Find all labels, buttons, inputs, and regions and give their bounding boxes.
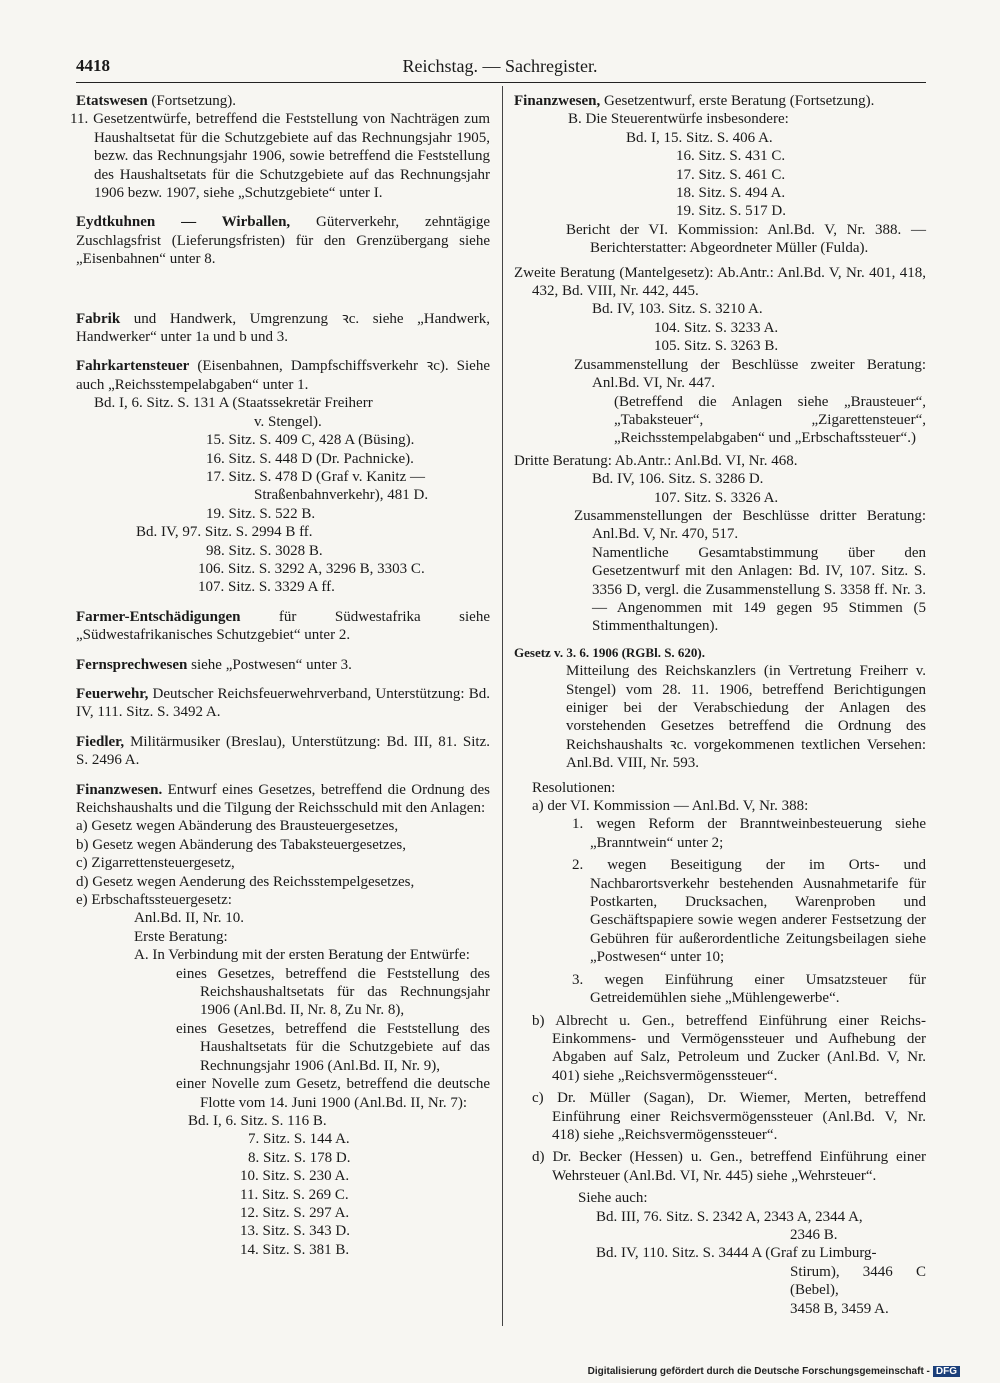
ref-line: Bd. I, 15. Sitz. S. 406 A. [626, 129, 773, 146]
ref-line: 14. Sitz. S. 381 B. [240, 1241, 350, 1258]
ref-line: 17. Sitz. S. 478 D (Graf v. Kanitz — [206, 468, 425, 485]
running-head: Reichstag. — Sachregister. [402, 56, 598, 76]
ref-line: v. Stengel). [254, 413, 322, 430]
ref-line: 8. Sitz. S. 178 D. [248, 1149, 351, 1166]
section-a-sub2: eines Gesetzes, betreffend die Feststellung des Haushaltsetats für die Schutzgebiete auf das Rechnungsjahr 1906 (Anl.Bd. II, Nr. 9), [176, 1020, 490, 1074]
ref-line: Bd. I, 6. Sitz. S. 116 B. [188, 1112, 327, 1129]
zusammenstellung-zweite: Zusammenstellung der Beschlüsse zweiter Beratung: Anl.Bd. VI, Nr. 447. [574, 356, 926, 392]
ref-line: Bd. IV, 110. Sitz. S. 3444 A (Graf zu Limburg- [596, 1245, 877, 1262]
ref-line: 104. Sitz. S. 3233 A. [654, 319, 779, 336]
entry-eydtkuhnen: Eydtkuhnen — Wirballen, Güterverkehr, zehntägige Zuschlagsfrist (Lieferungsfristen) für den Grenzübergang siehe „Eisenbahnen“ unter 8. [76, 214, 490, 268]
entry-finanzwesen-cont: Finanzwesen, Gesetzentwurf, erste Beratung (Fortsetzung). [514, 93, 875, 109]
namentliche-abstimmung: Namentliche Gesamtabstimmung über den Gesetzentwurf mit den Anlagen: Bd. IV, 107. Sitz. S. 3356 D, vergl. die Zusammenstellung S. 3358 ff. Nr. 3. — Angenommen mit 149 gegen 95 Stimmen (5 Stimmenthaltungen). [592, 544, 926, 635]
header-rule [76, 82, 926, 83]
section-a-sub3: einer Novelle zum Gesetz, betreffend die deutsche Flotte vom 14. Juni 1900 (Anl.Bd. II, Nr. 7): [176, 1076, 490, 1111]
zweite-beratung: Zweite Beratung (Mantelgesetz): Ab.Antr.: Anl.Bd. V, Nr. 401, 418, 432, Bd. VIII, Nr. 442, 445. [514, 264, 926, 300]
siehe-auch: Siehe auch: [578, 1190, 648, 1207]
finanz-item: e) Erbschaftssteuergesetz: [76, 892, 232, 909]
ref-line: Straßenbahnverkehr), 481 D. [254, 487, 429, 504]
finanz-item: d) Gesetz wegen Aenderung des Reichsstempelgesetzes, [76, 873, 415, 890]
gesetz-heading: Gesetz v. 3. 6. 1906 (RGBl. S. 620). [514, 644, 706, 660]
zusammenstellung-dritte: Zusammenstellungen der Beschlüsse dritter Beratung: Anl.Bd. V, Nr. 470, 517. [574, 507, 926, 543]
finanz-item: a) Gesetz wegen Abänderung des Brausteuergesetzes, [76, 818, 399, 835]
left-column [70, 92, 490, 1259]
ref-line: 105. Sitz. S. 3263 B. [654, 338, 779, 355]
entry-feuerwehr: Feuerwehr, Deutscher Reichsfeuerwehrverband, Unterstützung: Bd. IV, 111. Sitz. S. 3492 A. [76, 685, 490, 721]
section-a: A. In Verbindung mit der ersten Beratung der Entwürfe: [134, 947, 470, 964]
ref-line: 106. Sitz. S. 3292 A, 3296 B, 3303 C. [198, 560, 425, 577]
entry-farmer: Farmer-Entschädigungen für Südwestafrika siehe „Südwestafrikanisches Schutzgebiet“ unter 2. [76, 608, 490, 644]
ref-line: Bd. IV, 97. Sitz. S. 2994 B ff. [136, 524, 313, 541]
finanz-item: b) Gesetz wegen Abänderung des Tabaksteuergesetzes, [76, 836, 406, 853]
entry-finanzwesen: Finanzwesen. Entwurf eines Gesetzes, betreffend die Ordnung des Reichshaushalts und die Tilgung der Reichsschuld mit den Anlagen: [76, 781, 490, 816]
entry-etatswesen: Etatswesen (Fortsetzung). [76, 93, 236, 109]
ref-line: Bd. IV, 106. Sitz. S. 3286 D. [592, 471, 764, 488]
ref-line: 17. Sitz. S. 461 C. [676, 166, 786, 183]
ref-line: 107. Sitz. S. 3329 A ff. [198, 579, 335, 596]
fahrkarten-refs [76, 394, 490, 596]
finanz-item: c) Zigarrettensteuergesetz, [76, 855, 235, 872]
ref-line: 19. Sitz. S. 517 D. [676, 203, 787, 220]
ref-line: Bd. III, 76. Sitz. S. 2342 A, 2343 A, 2344 A, [596, 1208, 863, 1225]
ref-line: 2346 B. [790, 1226, 838, 1243]
ref-line: 10. Sitz. S. 230 A. [240, 1168, 350, 1185]
dritte-beratung: Dritte Beratung: Ab.Antr.: Anl.Bd. VI, Nr. 468. [514, 452, 798, 469]
ref-line: 7. Sitz. S. 144 A. [248, 1131, 350, 1148]
ref-line: 11. Sitz. S. 269 C. [240, 1186, 349, 1203]
page-number: 4418 [76, 56, 110, 75]
entry-fernsprechwesen: Fernsprechwesen siehe „Postwesen“ unter 3. [76, 656, 352, 673]
ref-line: 16. Sitz. S. 431 C. [676, 148, 786, 165]
resolutionen-heading: Resolutionen: [532, 779, 616, 796]
column-divider [502, 86, 503, 1326]
betreffend-anlagen: (Betreffend die Anlagen siehe „Brausteuer“, „Tabaksteuer“, „Zigarettensteuer“, „Reichsstempelabgaben“ und „Erbschaftssteuer“.) [614, 393, 926, 447]
etatswesen-item-11: 11. Gesetzentwürfe, betreffend die Feststellung von Nachträgen zum Haushaltsetat für die Schutzgebiete auf das Rechnungsjahr 1905, bezw. das Rechnungsjahr 1906, sowie betreffend die Feststellung des Haushaltsetats für die Schutzgebiete auf das Rechnungsjahr 1906 bezw. 1907, siehe „Schutzgebiete“ unter I. [70, 111, 490, 202]
bericht: Bericht der VI. Kommission: Anl.Bd. V, Nr. 388. — Berichterstatter: Abgeordneter Müller (Fulda). [566, 221, 926, 257]
entry-fabrik: Fabrik und Handwerk, Umgrenzung ꝛc. siehe „Handwerk, Handwerker“ unter 1a und b und 3. [76, 310, 490, 346]
right-column [514, 92, 926, 1318]
ref-line: Bd. I, 6. Sitz. S. 131 A (Staatssekretär Freiherr [94, 395, 373, 412]
anl-bd2: Anl.Bd. II, Nr. 10. [134, 910, 244, 927]
resolution-a: a) der VI. Kommission — Anl.Bd. V, Nr. 388: [532, 798, 809, 815]
ref-line: Stirum), 3446 C (Bebel), [790, 1263, 926, 1299]
ref-line: 3458 B, 3459 A. [790, 1300, 889, 1317]
resolution-d: d) Dr. Becker (Hessen) u. Gen., betreffend Einführung einer Wehrsteuer (Anl.Bd. VI, Nr. 445) siehe „Wehrsteuer“. [532, 1149, 926, 1184]
entry-fiedler: Fiedler, Militärmusiker (Breslau), Unterstützung: Bd. III, 81. Sitz. S. 2496 A. [76, 733, 490, 769]
footer-credit: Digitalisierung gefördert durch die Deutsche Forschungsgemeinschaft - DFG [588, 1366, 960, 1377]
erste-beratung: Erste Beratung: [134, 928, 228, 945]
mitteilung: Mitteilung des Reichskanzlers (in Vertretung Freiherr v. Stengel) vom 28. 11. 1906, betreffend Berichtigungen einiger bei der Verabschiedung der Anlagen des vorstehenden Gesetzes betreffend die Ordnung des Reichshaushalts ꝛc. vorgekommenen textlichen Versehen: Anl.Bd. VIII, Nr. 593. [566, 663, 926, 772]
resolution-a3: 3. wegen Einführung einer Umsatzsteuer für Getreidemühlen siehe „Mühlengewerbe“. [572, 971, 926, 1007]
section-b: B. Die Steuerentwürfe insbesondere: [568, 111, 789, 128]
section-a-sub1: eines Gesetzes, betreffend die Feststellung des Reichshaushaltsetats für das Rechnungsjahr 1906 (Anl.Bd. II, Nr. 8, Zu Nr. 8), [176, 965, 490, 1019]
ref-line: 13. Sitz. S. 343 D. [240, 1223, 351, 1240]
resolution-b: b) Albrecht u. Gen., betreffend Einführung einer Reichs-Einkommens- und Vermögenssteuer und Aufhebung der Abgaben auf Salz, Petroleum und Zucker (Anl.Bd. V, Nr. 401) siehe „Reichsvermögenssteuer“. [532, 1012, 926, 1084]
ref-line: 107. Sitz. S. 3326 A. [654, 489, 779, 506]
ref-line: 12. Sitz. S. 297 A. [240, 1204, 350, 1221]
ref-line: 19. Sitz. S. 522 B. [206, 505, 316, 522]
ref-line: 15. Sitz. S. 409 C, 428 A (Büsing). [206, 432, 415, 449]
resolution-a2: 2. wegen Beseitigung der im Orts- und Nachbarortsverkehr bestehenden Ausnahmetarife für Postkarten, Drucksachen, Warenproben und Geschäftspapiere sowie wegen anderer Festsetzung der Gebühren für außerordentliche Zeitungsbeilagen siehe „Postwesen“ unter 10; [572, 857, 926, 966]
dfg-logo: DFG [933, 1366, 960, 1377]
resolution-a1: 1. wegen Reform der Branntweinbesteuerung siehe „Branntwein“ unter 2; [572, 816, 926, 851]
ref-line: 98. Sitz. S. 3028 B. [206, 542, 323, 559]
ref-line: 16. Sitz. S. 448 D (Dr. Pachnicke). [206, 450, 414, 467]
ref-line: 18. Sitz. S. 494 A. [676, 185, 786, 202]
ref-line: Bd. IV, 103. Sitz. S. 3210 A. [592, 301, 763, 318]
entry-fahrkartensteuer: Fahrkartensteuer (Eisenbahnen, Dampfschiffsverkehr ꝛc). Siehe auch „Reichsstempelabgaben“ unter 1. [76, 358, 490, 393]
resolution-c: c) Dr. Müller (Sagan), Dr. Wiemer, Merten, betreffend Einführung einer Reichsvermögenssteuer (Anl.Bd. V, Nr. 418) siehe „Reichsvermögenssteuer“. [532, 1090, 926, 1143]
